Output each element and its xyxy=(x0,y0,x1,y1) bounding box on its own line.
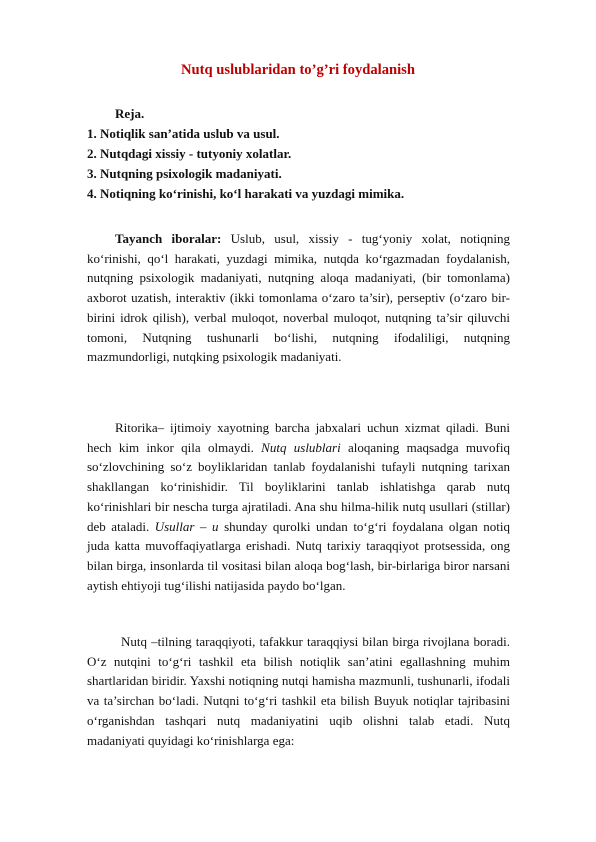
document-title: Nutq uslublaridan to’g’ri foydalanish xyxy=(181,62,415,78)
p2-term-usullar: Usullar – u xyxy=(154,518,219,534)
plan-item-3: 3. Nutqning psixologik madaniyati. xyxy=(87,166,282,181)
p3-text: Nutq –tilning taraqqiyoti, tafakkur taraqqiysi bilan birga rivojlana boradi. O‘z nutqini to‘g‘ri tashkil eta bilish notiqlik san’atini egallashning muhim shartlaridan biridir. Yaxshi notiqning nutqi hamisha mazmunli, tushunarli, ifodali va ta’sirchan bo‘ladi. Nutqni to‘g‘ri tashkil eta bilish Buyuk notiqlar tajribasini o‘rganishdan tashqari nutq madaniyatini uqib olishni talab etadi. Nutq madaniyati quyidagi ko‘rinishlarga ega: xyxy=(87,634,510,748)
p2-part-e: shunday qurolki undan to‘g‘ri foydalana olgan notiq juda katta muvoffaqiyatlarga erishadi. Nutq tarixiy taraqqiyot protsessida, ong bilan birga, insonlarda til vositasi bilan aloqa bog‘lash, bir-birlariga biror narsani aytish ehtiyoji tug‘ilishi natijasida paydo bo‘lgan. xyxy=(87,518,510,593)
speech-paragraph xyxy=(87,632,510,750)
plan-item-2: 2. Nutqdagi xissiy - tutyoniy xolatlar. xyxy=(87,146,292,161)
keywords-label: Tayanch iboralar: xyxy=(115,231,222,246)
keywords-paragraph xyxy=(87,229,510,367)
rhetoric-paragraph xyxy=(87,418,510,595)
p2-term-nutq-uslublari: Nutq uslublari xyxy=(261,439,341,455)
plan-item-4: 4. Notiqning ko‘rinishi, ko‘l harakati va yuzdagi mimika. xyxy=(87,186,405,201)
plan-section xyxy=(87,104,404,204)
p2-part-a: Ritorika– ijtimoiy xayotning barcha jabxalari uchun xizmat qiladi. Buni hech kim inkor qila olmaydi. xyxy=(87,420,510,455)
keywords-text: Uslub, usul, xissiy - tug‘yoniy xolat, notiqning ko‘rinishi, qo‘l harakati, yuzdagi mimika, nutqda ko‘rgazmadan foydalanish, nutqning psixologik madaniyati, nutqning aloqa madaniyati, (bir tomonlama) axborot uzatish, interaktiv (ikki tomonlama o‘zaro ta’sir), perseptiv (o‘zaro bir-birini idrok qilish), verbal muloqot, noverbal muloqot, nutqning ta’sir qiluvchi tomoni, Nutqning tushunarli bo‘lishi, nutqning ifodaliligi, nutqning mazmundorligi, nutqking psixologik madaniyati. xyxy=(87,231,510,365)
plan-heading: Reja. xyxy=(115,106,145,121)
p2-part-c: aloqaning maqsadga muvofiq so‘zlovchining so‘z boyliklaridan tanlab foydalanishi tufayli nutqning tarixan shakllangan ko‘rinishidir. Til boyliklarini tanlab ishlatishga qarab nutq ko‘rinishlari bir nescha turga ajratiladi. Ana shu hilma-hilik nutq usullari (stillar) deb ataladi. xyxy=(87,439,510,534)
plan-item-1: 1. Notiqlik san’atida uslub va usul. xyxy=(87,126,280,141)
